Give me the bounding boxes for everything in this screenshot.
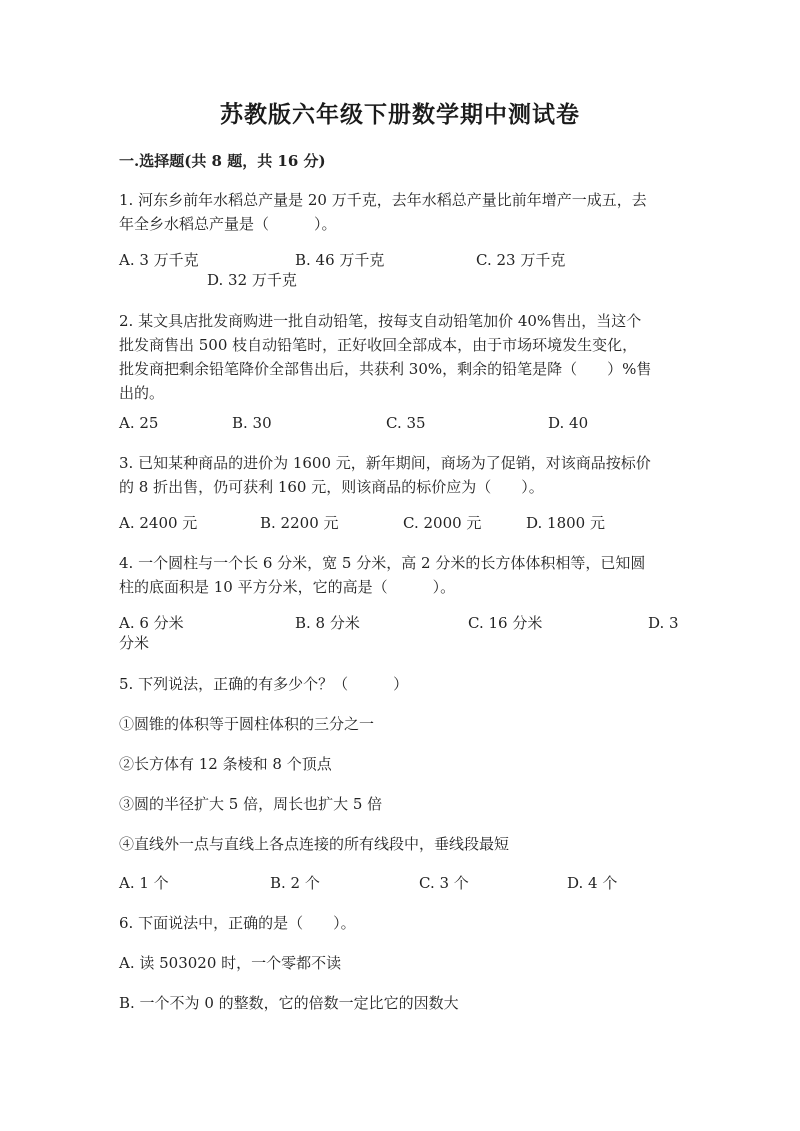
question-3-option-b: B. 2200 元 <box>260 514 339 532</box>
question-1 <box>119 188 684 236</box>
question-1-line-2: 年全乡水稻总产量是（ ）。 <box>119 215 337 233</box>
question-2-line-4: 出的。 <box>119 384 165 402</box>
question-5-option-d: D. 4 个 <box>567 874 618 892</box>
question-2-option-a: A. 25 <box>119 414 159 432</box>
question-4-option-d: D. 3 <box>648 614 679 632</box>
question-5-statement-1: ①圆锥的体积等于圆柱体积的三分之一 <box>119 715 375 733</box>
question-2-line-1: 2. 某文具店批发商购进一批自动铅笔，按每支自动铅笔加价 40%售出，当这个 <box>119 312 642 330</box>
question-1-line-1: 1. 河东乡前年水稻总产量是 20 万千克，去年水稻总产量比前年增产一成五，去 <box>119 191 647 209</box>
question-6-option-a: A. 读 503020 时，一个零都不读 <box>119 954 342 972</box>
question-2 <box>119 309 684 405</box>
question-3-option-a: A. 2400 元 <box>119 514 198 532</box>
section-heading: 一.选择题(共 8 题，共 16 分) <box>119 152 326 170</box>
question-6-option-b: B. 一个不为 0 的整数，它的倍数一定比它的因数大 <box>119 994 459 1012</box>
question-4-option-d-unit: 分米 <box>119 634 150 652</box>
question-2-option-d: D. 40 <box>548 414 589 432</box>
question-1-option-d: D. 32 万千克 <box>207 271 297 289</box>
page-title: 苏教版六年级下册数学期中测试卷 <box>220 101 580 128</box>
question-3 <box>119 451 684 499</box>
question-3-line-1: 3. 已知某种商品的进价为 1600 元，新年期间，商场为了促销，对该商品按标价 <box>119 454 651 472</box>
question-5-stem: 5. 下列说法，正确的有多少个？（ ） <box>119 675 409 693</box>
question-5-option-a: A. 1 个 <box>119 874 169 892</box>
question-5-option-b: B. 2 个 <box>270 874 320 892</box>
question-4-option-b: B. 8 分米 <box>295 614 360 632</box>
question-2-line-2: 批发商售出 500 枝自动铅笔时，正好收回全部成本，由于市场环境发生变化， <box>119 336 638 354</box>
question-2-option-b: B. 30 <box>232 414 272 432</box>
question-4-option-a: A. 6 分米 <box>119 614 184 632</box>
question-3-option-c: C. 2000 元 <box>403 514 482 532</box>
question-3-line-2: 的 8 折出售，仍可获利 160 元，则该商品的标价应为（ ）。 <box>119 478 544 496</box>
question-2-line-3: 批发商把剩余铅笔降价全部售出后，共获利 30%，剩余的铅笔是降（ ）%售 <box>119 360 652 378</box>
question-5-statement-3: ③圆的半径扩大 5 倍，周长也扩大 5 倍 <box>119 795 383 813</box>
question-1-option-b: B. 46 万千克 <box>295 251 385 269</box>
question-2-option-c: C. 35 <box>386 414 426 432</box>
question-6-stem: 6. 下面说法中，正确的是（ ）。 <box>119 914 356 932</box>
question-4 <box>119 551 684 599</box>
question-5-option-c: C. 3 个 <box>419 874 469 892</box>
question-5-statement-4: ④直线外一点与直线上各点连接的所有线段中，垂线段最短 <box>119 835 510 853</box>
question-4-option-c: C. 16 分米 <box>468 614 543 632</box>
question-3-option-d: D. 1800 元 <box>526 514 605 532</box>
question-1-option-a: A. 3 万千克 <box>119 251 199 269</box>
question-1-option-c: C. 23 万千克 <box>476 251 566 269</box>
question-5-statement-2: ②长方体有 12 条棱和 8 个顶点 <box>119 755 332 773</box>
question-4-line-2: 柱的底面积是 10 平方分米，它的高是（ ）。 <box>119 578 456 596</box>
question-4-line-1: 4. 一个圆柱与一个长 6 分米，宽 5 分米，高 2 分米的长方体体积相等，已知圆 <box>119 554 646 572</box>
